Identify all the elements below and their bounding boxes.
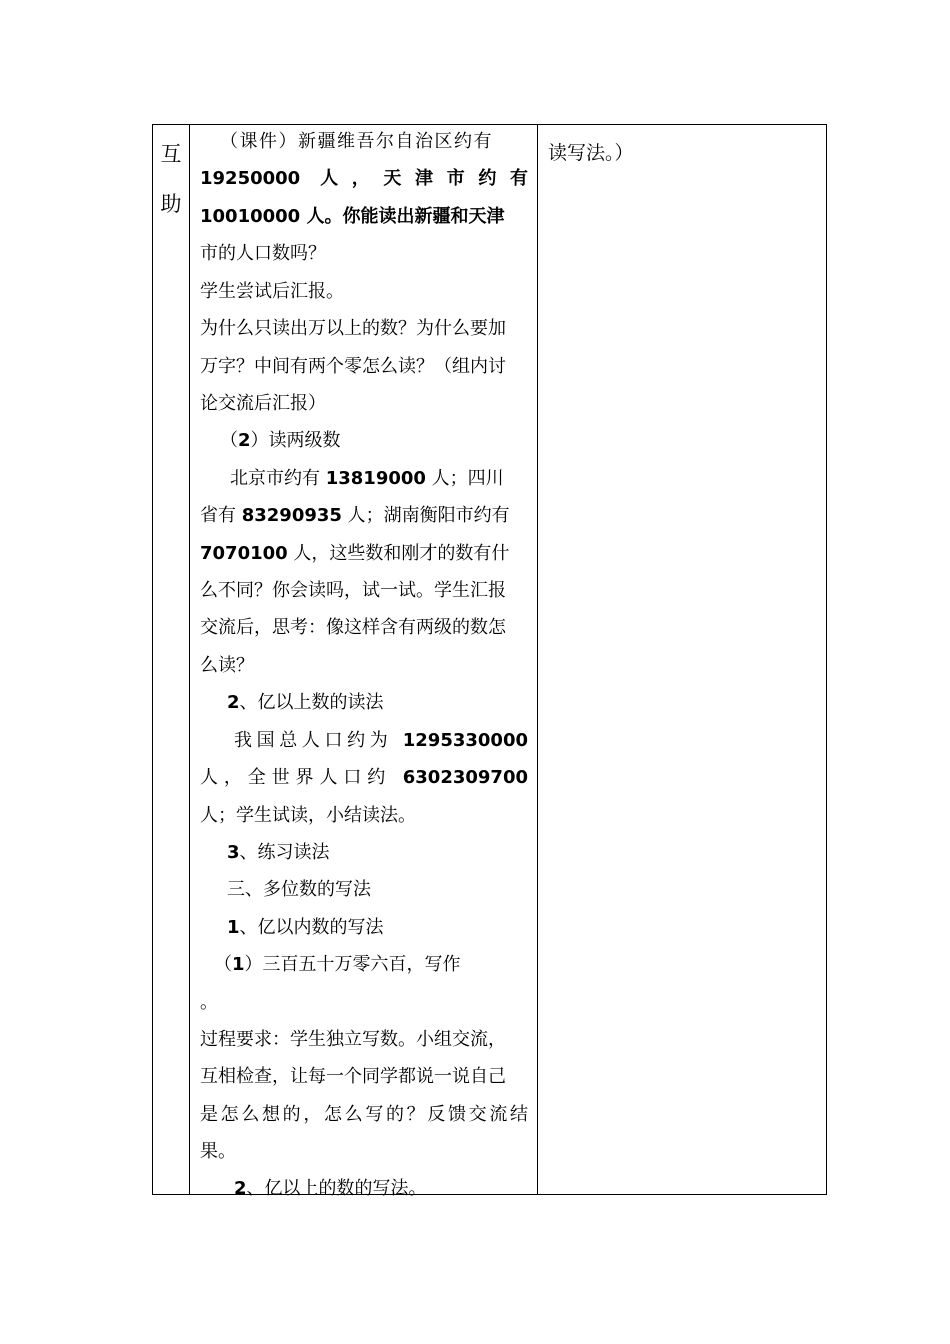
- text-line: 我国总人口约为 1295330000: [234, 730, 528, 751]
- text-line: 互相检查，让每一个同学都说一说自己: [200, 1066, 506, 1087]
- number-text: 10010000 人。你能读出新疆和天津: [200, 206, 505, 227]
- text-line: 万字？中间有两个零怎么读？（组内讨: [200, 356, 506, 377]
- subheading: 2、亿以上数的读法: [227, 692, 384, 713]
- text-line: 交流后，思考：像这样含有两级的数怎: [200, 617, 506, 638]
- text-line: [200, 198, 528, 235]
- text-line: 人；学生试读，小结读法。: [200, 805, 416, 826]
- text-line: 市的人口数吗？: [200, 243, 326, 264]
- content-cell: [190, 125, 538, 1199]
- subheading: 3、练习读法: [227, 842, 330, 863]
- text-line: 北京市约有 13819000 人；四川: [230, 468, 504, 489]
- text-line: （课件）新疆维吾尔自治区约有: [220, 131, 493, 152]
- notes-cell: [538, 125, 826, 1194]
- section-heading: 三、多位数的写法: [227, 879, 371, 900]
- lesson-table: [152, 124, 827, 1199]
- text-line: 7070100 人，这些数和刚才的数有什: [200, 543, 510, 564]
- text-line: 么读？: [200, 655, 254, 676]
- text-line: 论交流后汇报）: [200, 393, 326, 414]
- text-line: 是怎么想的，怎么写的？反馈交流结: [200, 1104, 528, 1125]
- side-label-cell: [153, 125, 190, 1194]
- text-line: 为什么只读出万以上的数？为什么要加: [200, 318, 506, 339]
- subheading: 2、亿以上的数的写法。: [234, 1178, 427, 1199]
- text-line: 果。: [200, 1141, 236, 1162]
- text-line: 19250000 人，天津市约有: [200, 168, 528, 189]
- text-line: （1）三百五十万零六百，写作: [214, 954, 461, 975]
- subheading: （2）读两级数: [220, 430, 341, 451]
- side-label-char: 互: [160, 142, 182, 166]
- text-line: 么不同？你会读吗，试一试。学生汇报: [200, 580, 506, 601]
- text-line: 学生尝试后汇报。: [200, 281, 344, 302]
- notes-text: 读写法。）: [548, 142, 634, 164]
- text-line: 省有 83290935 人；湖南衡阳市约有: [200, 505, 510, 526]
- text-line: 过程要求：学生独立写数。小组交流，: [200, 1029, 506, 1050]
- text-line: 人，全世界人口约 6302309700: [200, 767, 528, 788]
- side-label-char: 助: [160, 192, 182, 216]
- subheading: 1、亿以内数的写法: [227, 917, 384, 938]
- border-gap: [538, 945, 542, 967]
- text-line: 。: [200, 992, 218, 1013]
